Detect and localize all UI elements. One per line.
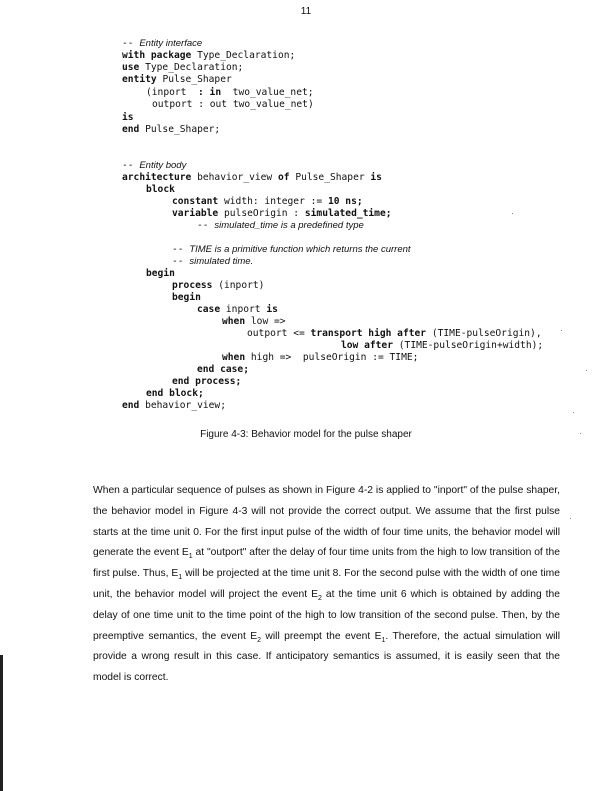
code-text: Type_Declaration; bbox=[145, 62, 244, 73]
code-line: -- simulated_time is a predefined type bbox=[197, 220, 364, 231]
code-line bbox=[197, 304, 278, 316]
code-keyword: end block; bbox=[146, 388, 204, 399]
code-text: outport <= bbox=[247, 328, 305, 339]
code-line: -- Entity interface bbox=[122, 38, 203, 49]
code-line bbox=[122, 112, 134, 124]
code-line bbox=[172, 292, 201, 304]
subscript: 2 bbox=[317, 595, 322, 603]
code-line: -- simulated time. bbox=[172, 256, 254, 267]
code-keyword: when bbox=[222, 316, 246, 327]
code-text: (inport) bbox=[218, 280, 265, 291]
code-text: (TIME-pulseOrigin+width); bbox=[398, 340, 544, 351]
code-line bbox=[152, 99, 314, 111]
code-line bbox=[172, 208, 392, 220]
code-keyword: is bbox=[266, 304, 278, 315]
code-text: behavior_view bbox=[197, 172, 273, 183]
code-text: Pulse_Shaper; bbox=[145, 124, 221, 135]
code-comment: simulated time. bbox=[189, 256, 254, 267]
code-text: Pulse_Shaper bbox=[295, 172, 365, 183]
code-text: pulseOrigin := TIME; bbox=[302, 352, 419, 363]
code-text: low => bbox=[250, 316, 286, 327]
code-keyword: entity bbox=[122, 74, 157, 85]
paragraph-text: will preempt the event E bbox=[261, 630, 382, 642]
code-keyword: with package bbox=[122, 50, 192, 61]
scan-speck bbox=[512, 213, 513, 214]
paragraph-text: . Therefore, the actual simulation will provide a wrong result in this case. If anticipatory semantics is assumed, it is easily seen that the model is correct. bbox=[93, 630, 561, 684]
code-keyword: end bbox=[122, 400, 140, 411]
paragraph-text: at the time unit 6 which is obtained by adding the delay of one time unit to the time point of the high to low transition of the second pulse. Then, by the preemptive semantics, the event E bbox=[93, 588, 560, 642]
code-keyword: constant bbox=[172, 196, 219, 207]
code-line bbox=[222, 352, 418, 364]
code-line bbox=[122, 74, 232, 86]
code-comment: Entity interface bbox=[139, 38, 203, 49]
scan-speck bbox=[586, 370, 587, 371]
code-text: two_value_net; bbox=[232, 87, 314, 98]
code-text: Pulse_Shaper bbox=[162, 74, 232, 85]
figure-caption: Figure 4-3: Behavior model for the pulse shaper bbox=[200, 429, 412, 440]
code-keyword: use bbox=[122, 62, 140, 73]
code-line bbox=[122, 400, 226, 412]
code-keyword: is bbox=[370, 172, 382, 183]
scan-edge-bar bbox=[0, 655, 3, 791]
code-text: (inport bbox=[146, 87, 187, 98]
scan-speck bbox=[561, 330, 562, 331]
code-line bbox=[122, 172, 382, 184]
code-comment: simulated_time is a predefined type bbox=[214, 220, 364, 231]
subscript: 1 bbox=[188, 553, 193, 561]
paragraph-text: at "outport" after the delay of four time units from the high to low transition of the first pulse. Thus, E bbox=[93, 547, 560, 580]
code-keyword: process bbox=[172, 280, 213, 291]
scan-speck bbox=[573, 412, 574, 413]
code-keyword: case bbox=[197, 304, 221, 315]
scan-speck bbox=[570, 518, 571, 519]
code-keyword: when bbox=[222, 352, 246, 363]
body-paragraph bbox=[93, 481, 560, 689]
code-comment: Entity body bbox=[139, 160, 187, 171]
paragraph-text: will be projected at the time unit 8. For the second pulse with the width of one time unit, the behavior model will project the event E bbox=[93, 568, 560, 600]
code-line bbox=[122, 124, 220, 136]
code-line bbox=[122, 50, 295, 62]
code-keyword: is bbox=[122, 112, 134, 123]
code-keyword: : in bbox=[198, 87, 222, 98]
code-line bbox=[122, 62, 243, 74]
code-line bbox=[222, 316, 286, 328]
code-line: -- TIME is a primitive function which returns the current bbox=[172, 244, 411, 255]
code-keyword: of bbox=[277, 172, 290, 183]
subscript: 1 bbox=[381, 636, 386, 644]
code-line bbox=[146, 87, 314, 99]
code-text: Type_Declaration; bbox=[197, 50, 296, 61]
code-keyword: 10 ns; bbox=[327, 196, 363, 207]
code-keyword: end process; bbox=[172, 376, 242, 387]
code-keyword: variable bbox=[172, 208, 219, 219]
subscript: 2 bbox=[257, 636, 262, 644]
code-text: (TIME-pulseOrigin), bbox=[431, 328, 542, 339]
code-text: pulseOrigin : bbox=[224, 208, 300, 219]
code-text: behavior_view; bbox=[145, 400, 226, 411]
code-text: inport bbox=[225, 304, 261, 315]
code-line bbox=[341, 340, 543, 352]
code-keyword: simulated_time; bbox=[304, 208, 392, 219]
code-keyword: begin bbox=[172, 292, 201, 303]
code-keyword: end case; bbox=[197, 364, 249, 375]
code-keyword: low after bbox=[341, 340, 393, 351]
code-comment: TIME is a primitive function which returns the current bbox=[189, 244, 411, 255]
code-keyword: block bbox=[146, 184, 175, 195]
code-keyword: begin bbox=[146, 268, 175, 279]
page-number: 11 bbox=[300, 6, 312, 17]
code-text: high => bbox=[250, 352, 292, 363]
code-line bbox=[172, 376, 241, 388]
code-line bbox=[146, 184, 175, 196]
subscript: 1 bbox=[178, 574, 183, 582]
code-line bbox=[146, 388, 204, 400]
code-line bbox=[172, 280, 264, 292]
code-text: width: integer := bbox=[224, 196, 323, 207]
code-line bbox=[172, 196, 363, 208]
code-line bbox=[197, 364, 249, 376]
scan-speck bbox=[580, 433, 581, 434]
code-line bbox=[247, 328, 542, 340]
paragraph-text: When a particular sequence of pulses as shown in Figure 4-2 is applied to "inport" of the pulse shaper, the behavior model in Figure 4-3 will not provide the correct output. We assume that the first pulse starts at the time unit 0. For the first input pulse of the width of four time units, the behavior model will generate the event E bbox=[93, 485, 560, 559]
code-text: outport : out two_value_net) bbox=[152, 99, 314, 110]
code-keyword: end bbox=[122, 124, 140, 135]
code-keyword: transport high after bbox=[310, 328, 427, 339]
code-keyword: architecture bbox=[122, 172, 192, 183]
code-line bbox=[146, 268, 175, 280]
code-line: -- Entity body bbox=[122, 160, 187, 171]
